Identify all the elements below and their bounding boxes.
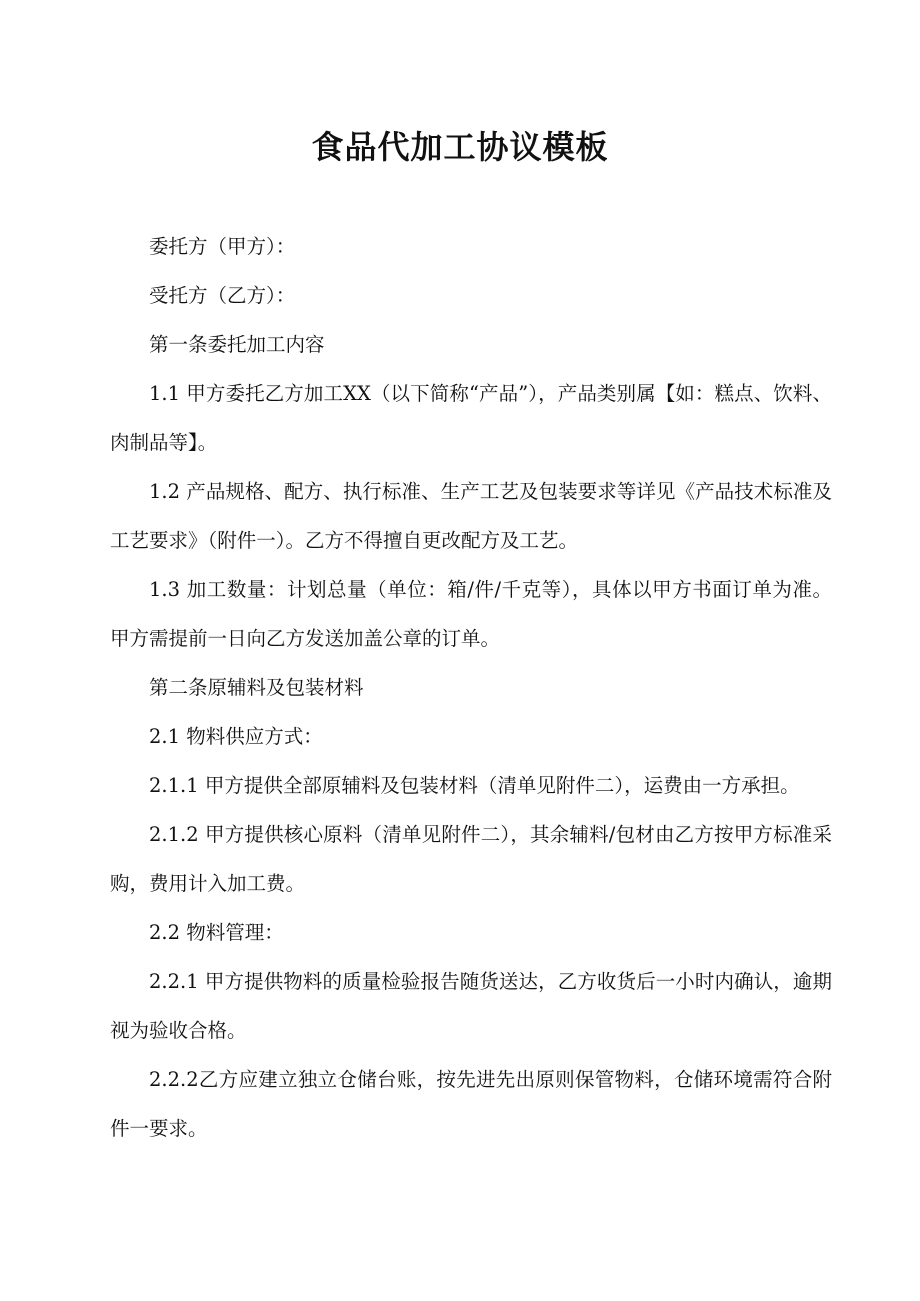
clause-2-2: 2.2 物料管理： bbox=[149, 921, 284, 944]
clause-1-3: 1.3 加工数量：计划总量（单位：箱/件/千克等），具体以甲方书面订单为准。甲方需提前一日向乙方发送加盖公章的订单。 bbox=[110, 578, 832, 650]
document-body bbox=[110, 222, 832, 1153]
article-2-heading: 第二条原辅料及包装材料 bbox=[149, 676, 364, 699]
clause-2-2-1: 2.2.1 甲方提供物料的质量检验报告随货送达，乙方收货后一小时内确认，逾期视为验收合格。 bbox=[110, 970, 832, 1042]
article-1-heading: 第一条委托加工内容 bbox=[149, 333, 325, 356]
party-b-line: 受托方（乙方）： bbox=[149, 284, 296, 307]
clause-2-1-2: 2.1.2 甲方提供核心原料（清单见附件二），其余辅料/包材由乙方按甲方标准采购，费用计入加工费。 bbox=[110, 823, 832, 895]
clause-2-1: 2.1 物料供应方式： bbox=[149, 725, 323, 748]
clause-1-1: 1.1 甲方委托乙方加工XX（以下简称“产品”），产品类别属【如：糕点、饮料、肉制品等】。 bbox=[110, 382, 832, 454]
clause-1-2: 1.2 产品规格、配方、执行标准、生产工艺及包装要求等详见《产品技术标准及工艺要求》（附件一）。乙方不得擅自更改配方及工艺。 bbox=[110, 480, 832, 552]
document-title: 食品代加工协议模板 bbox=[311, 128, 609, 166]
party-a-line: 委托方（甲方）： bbox=[149, 235, 296, 258]
clause-2-1-1: 2.1.1 甲方提供全部原辅料及包装材料（清单见附件二），运费由一方承担。 bbox=[149, 774, 800, 797]
clause-2-2-2: 2.2.2乙方应建立独立仓储台账，按先进先出原则保管物料，仓储环境需符合附件一要求。 bbox=[110, 1068, 832, 1140]
